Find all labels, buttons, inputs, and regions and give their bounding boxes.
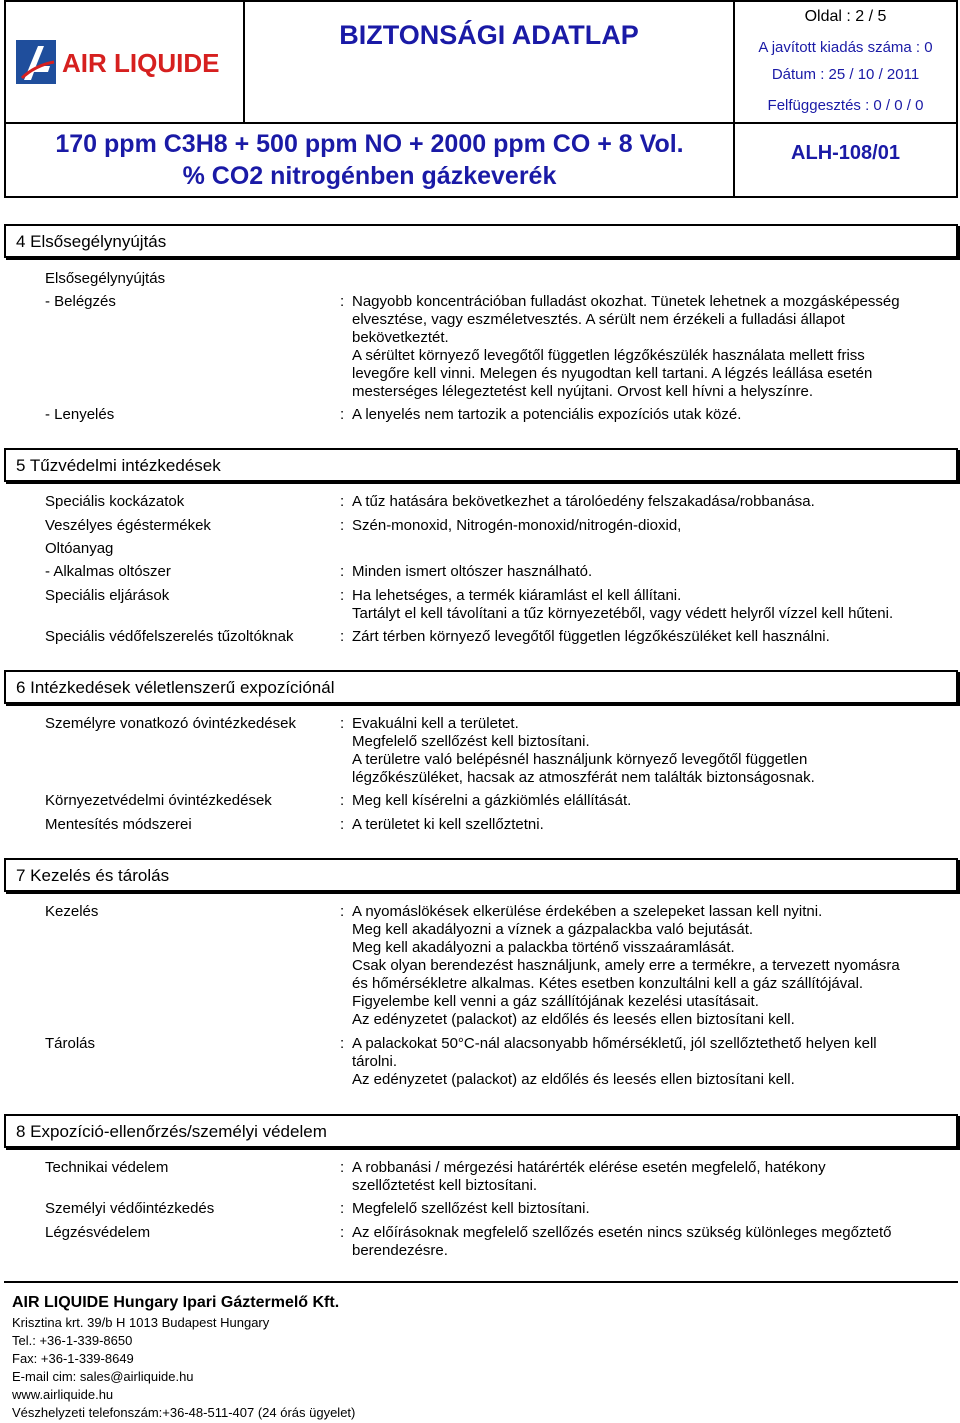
section-5-heading [4, 448, 958, 482]
page-number: Oldal : 2 / 5 [804, 8, 887, 25]
colon: : [340, 1159, 345, 1176]
special-procedures-text: Tartályt el kell távolítani a tűz környezetéből, vagy védett helyről vízzel kell hűteni. [352, 605, 894, 622]
storage-text: tárolni. [352, 1053, 398, 1070]
colon: : [340, 792, 345, 809]
product-name [6, 128, 733, 192]
cleanup-methods-label: Mentesítés módszerei [45, 816, 192, 833]
suitable-extinguisher-text: Minden ismert oltószer használható. [352, 563, 593, 580]
inhalation-text: bekövetkeztét. [352, 329, 449, 346]
special-hazards-label: Speciális kockázatok [45, 493, 185, 510]
product-name-line: 170 ppm C3H8 + 500 ppm NO + 2000 ppm CO + 8 Vol. [55, 130, 684, 158]
colon: : [340, 903, 345, 920]
personal-precautions-text: A területre való belépésnél használjunk környező levegőtől független [352, 751, 808, 768]
document-date: Dátum : 25 / 10 / 2011 [771, 66, 920, 83]
company-address: Krisztina krt. 39/b H 1013 Budapest Hungary [12, 1315, 270, 1330]
section-title: 7 Kezelés és tárolás [16, 866, 170, 885]
personal-precautions-label: Személyre vonatkozó óvintézkedések [45, 715, 296, 732]
engineering-controls-text: szellőztetést kell biztosítani. [352, 1177, 538, 1194]
product-code: ALH-108/01 [791, 142, 900, 164]
colon: : [340, 406, 345, 423]
company-website[interactable]: www.airliquide.hu [12, 1387, 114, 1402]
colon: : [340, 1035, 345, 1052]
combustion-products-text: Szén-monoxid, Nitrogén-monoxid/nitrogén-dioxid, [352, 517, 682, 534]
personal-precautions-text: Megfelelő szellőzést kell biztosítani. [352, 733, 590, 750]
footer-divider [4, 1281, 958, 1283]
section-title: 5 Tűzvédelmi intézkedések [16, 456, 221, 475]
handling-text: és hőmérsékletre alkalmas. Kétes esetben konzultálni kell a gáz szállítójával. [352, 975, 864, 992]
suitable-extinguisher-label: - Alkalmas oltószer [45, 563, 171, 580]
company-phone: Tel.: +36-1-339-8650 [12, 1333, 133, 1348]
section-6-heading [4, 670, 958, 704]
handling-text: Meg kell akadályozni a víznek a gázpalackba való bejutását. [352, 921, 754, 938]
section-4-heading [4, 224, 958, 258]
colon: : [340, 563, 345, 580]
colon: : [340, 715, 345, 732]
svg-text:AIR LIQUIDE: AIR LIQUIDE [62, 48, 220, 78]
colon: : [340, 293, 345, 310]
ingestion-text: A lenyelés nem tartozik a potenciális expozíciós utak közé. [352, 406, 742, 423]
respiratory-protection-text: berendezésre. [352, 1242, 448, 1259]
special-procedures-text: Ha lehetséges, a termék kiáramlást el kell állítani. [352, 587, 682, 604]
colon: : [340, 1200, 345, 1217]
revision-number: A javított kiadás száma : 0 [758, 39, 933, 56]
colon: : [340, 493, 345, 510]
divider [6, 122, 956, 124]
combustion-products-label: Veszélyes égéstermékek [45, 517, 211, 534]
respiratory-protection-text: Az előírásoknak megfelelő szellőzés esetén nincs szükség különleges megőztető [352, 1224, 892, 1241]
inhalation-text: Nagyobb koncentrációban fulladást okozhat. Tünetek lehetnek a mozgásképesség [352, 293, 900, 310]
respiratory-protection-label: Légzésvédelem [45, 1224, 151, 1241]
personal-protection-text: Megfelelő szellőzést kell biztosítani. [352, 1200, 590, 1217]
section-title: 4 Elsősegélynyújtás [16, 232, 167, 251]
header-box [4, 0, 958, 198]
section-8-heading [4, 1114, 958, 1148]
handling-label: Kezelés [45, 903, 99, 920]
section-title: 6 Intézkedések véletlenszerű expozíciónál [16, 678, 335, 697]
inhalation-text: mesterséges lélegeztetést kell nyújtani. Orvost kell hívni a helyszínre. [352, 383, 814, 400]
engineering-controls-text: A robbanási / mérgezési határérték elérése esetén megfelelő, hatékony [352, 1159, 826, 1176]
company-email[interactable]: E-mail cim: sales@airliquide.hu [12, 1369, 194, 1384]
personal-precautions-text: légzőkészüléket, hacsak az atmoszférát nem találták biztonságosnak. [352, 769, 815, 786]
subheading: Elsősegélynyújtás [45, 270, 166, 287]
extinguishing-media-label: Oltóanyag [45, 540, 114, 557]
company-fax: Fax: +36-1-339-8649 [12, 1351, 134, 1366]
air-liquide-logo [14, 32, 229, 92]
handling-text: Az edényzetet (palackot) az eldőlés és leesés ellen biztosítani kell. [352, 1011, 795, 1028]
storage-label: Tárolás [45, 1035, 96, 1052]
personal-precautions-text: Evakuálni kell a területet. [352, 715, 519, 732]
handling-text: Csak olyan berendezést használjunk, amely erre a termékre, a tervezett nyomásra [352, 957, 900, 974]
product-name-line: % CO2 nitrogénben gázkeverék [182, 162, 557, 190]
colon: : [340, 628, 345, 645]
handling-text: Figyelembe kell venni a gáz szállítójának kezelési utasításait. [352, 993, 759, 1010]
cleanup-methods-text: A területet ki kell szellőztetni. [352, 816, 544, 833]
suspension-info: Felfüggesztés : 0 / 0 / 0 [767, 97, 924, 114]
handling-text: A nyomáslökések elkerülése érdekében a szelepeket lassan kell nyitni. [352, 903, 823, 920]
inhalation-text: levegőre kell vinni. Melegen és nyugodtan kell tartani. A légzés leállása esetén [352, 365, 873, 382]
inhalation-text: A sérültet környező levegőtől független légzőkészülék használata mellett friss [352, 347, 865, 364]
emergency-phone: Vészhelyzeti telefonszám:+36-48-511-407 (24 órás ügyelet) [12, 1405, 356, 1420]
protective-equipment-text: Zárt térben környező levegőtől független légzőkészüléket kell használni. [352, 628, 830, 645]
colon: : [340, 1224, 345, 1241]
inhalation-text: elvesztése, vagy eszméletvesztés. A sérült nem érzékeli a fulladási állapot [352, 311, 845, 328]
special-procedures-label: Speciális eljárások [45, 587, 170, 604]
storage-text: Az edényzetet (palackot) az eldőlés és leesés ellen biztosítani kell. [352, 1071, 795, 1088]
colon: : [340, 816, 345, 833]
document-title: BIZTONSÁGI ADATLAP [339, 20, 639, 50]
inhalation-label: - Belégzés [45, 293, 116, 310]
handling-text: Meg kell akadályozni a palackba történő visszaáramlását. [352, 939, 735, 956]
engineering-controls-label: Technikai védelem [45, 1159, 169, 1176]
company-name: AIR LIQUIDE Hungary Ipari Gáztermelő Kft. [12, 1294, 340, 1311]
special-hazards-text: A tűz hatására bekövetkezhet a tárolóedény felszakadása/robbanása. [352, 493, 815, 510]
ingestion-label: - Lenyelés [45, 406, 115, 423]
colon: : [340, 517, 345, 534]
protective-equipment-label: Speciális védőfelszerelés tűzoltóknak [45, 628, 294, 645]
section-title: 8 Expozíció-ellenőrzés/személyi védelem [16, 1122, 327, 1141]
environmental-precautions-text: Meg kell kísérelni a gázkiömlés elállítását. [352, 792, 632, 809]
storage-text: A palackokat 50°C-nál alacsonyabb hőmérsékletű, jól szellőztethető helyen kell [352, 1035, 877, 1052]
personal-protection-label: Személyi védőintézkedés [45, 1200, 215, 1217]
section-7-heading [4, 858, 958, 892]
environmental-precautions-label: Környezetvédelmi óvintézkedések [45, 792, 272, 809]
colon: : [340, 587, 345, 604]
